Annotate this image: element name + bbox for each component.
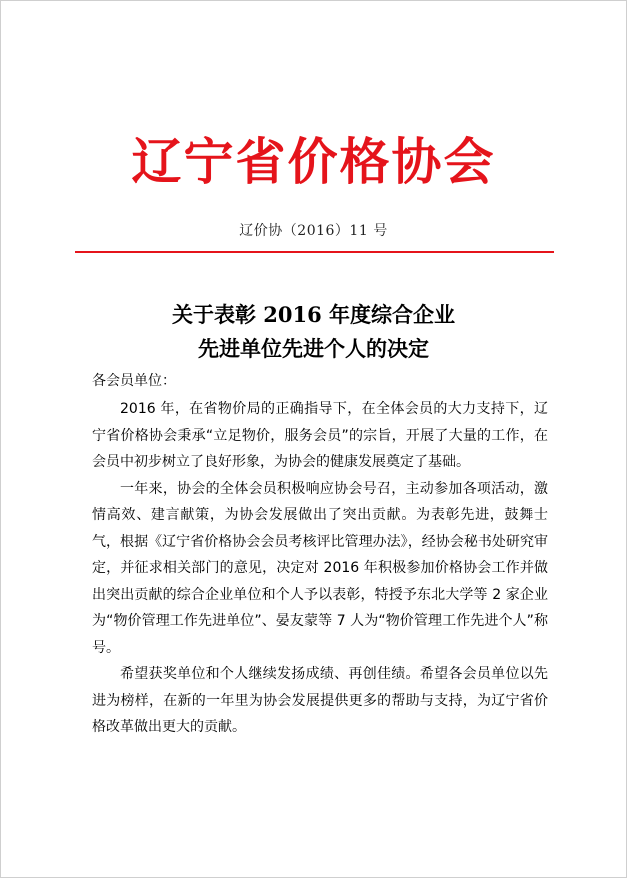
document-body (92, 396, 548, 741)
document-number: 辽价协（2016）11 号 (239, 223, 388, 239)
salutation: 各会员单位： (92, 373, 176, 389)
org-title: 辽宁省价格协会 (131, 132, 496, 191)
document-title-line-2: 先进单位先进个人的决定 (198, 336, 429, 361)
body-paragraph-3: 希望获奖单位和个人继续发扬成绩、再创佳绩。希望各会员单位以先进为榜样，在新的一年里为协会发展提供更多的帮助与支持，为辽宁省价格改革做出更大的贡献。 (92, 666, 548, 735)
document-title-line-1: 关于表彰 2016 年度综合企业 (171, 302, 456, 327)
body-paragraph-2: 一年来，协会的全体会员积极响应协会号召，主动参加各项活动，激情高效、建言献策，为协会发展做出了突出贡献。为表彰先进，鼓舞士气，根据《辽宁省价格协会会员考核评比管理办法》，经协会秘书处研究审定，并征求相关部门的意见，决定对 2016 年积极参加价格协会工作并做出突出贡献的综合企业单位和个人予以表彰，特授予东北大学等 2 家企业为“物价管理工作先进单位”、晏友蒙等 7 人为“物价管理工作先进个人”称号。 (92, 480, 548, 656)
document-title (0, 298, 627, 366)
body-paragraph-1: 2016 年，在省物价局的正确指导下，在全体会员的大力支持下，辽宁省价格协会秉承“立足物价，服务会员”的宗旨，开展了大量的工作，在会员中初步树立了良好形象，为协会的健康发展奠定了基础。 (92, 401, 548, 470)
red-divider-line (75, 251, 554, 253)
